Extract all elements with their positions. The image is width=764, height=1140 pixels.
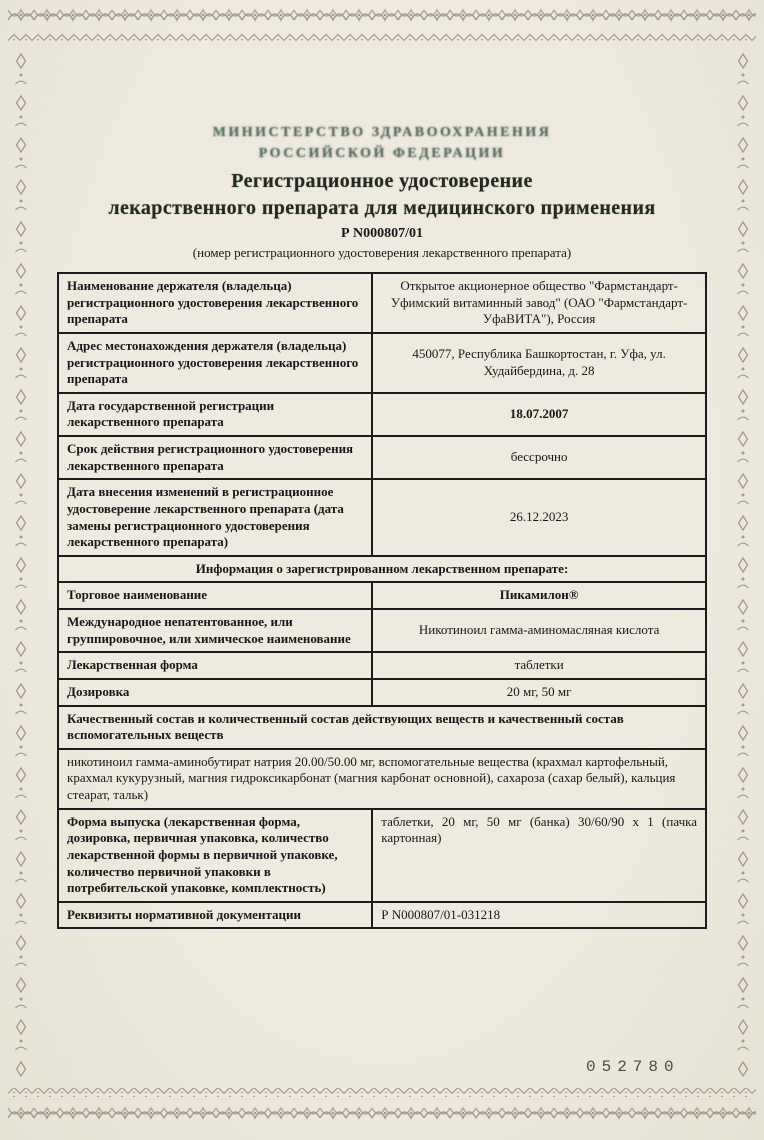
table-row [58,436,706,479]
table-row [58,902,706,929]
field-address-label: Адрес местонахождения держателя (владельца) регистрационного удостоверения лекарственного препарата [58,333,372,393]
table-row [58,609,706,652]
field-amendment-date-value: 26.12.2023 [372,479,706,556]
field-dosage-form-value: таблетки [372,652,706,679]
ministry-line-1: МИНИСТЕРСТВО ЗДРАВООХРАНЕНИЯ [212,125,552,140]
table-row [58,652,706,679]
field-release-form-value: таблетки, 20 мг, 50 мг (банка) 30/60/90 х 1 (пачка картонная) [372,809,706,902]
field-inn-value: Никотиноил гамма-аминомасляная кислота [372,609,706,652]
table-row [58,273,706,333]
table-row [58,582,706,609]
field-dosage-label: Дозировка [58,679,372,706]
field-trade-name-value: Пикамилон® [372,582,706,609]
registration-table [57,272,707,929]
form-serial-number: 052780 [586,1058,680,1076]
field-reg-date-label: Дата государственной регистрации лекарственного препарата [58,393,372,436]
field-validity-value: бессрочно [372,436,706,479]
document-title [0,168,764,222]
registration-number-caption: (номер регистрационного удостоверения лекарственного препарата) [192,245,572,260]
composition-section-header: Качественный состав и количественный состав действующих веществ и качественный состав вспомогательных веществ [58,706,706,749]
field-dosage-value: 20 мг, 50 мг [372,679,706,706]
field-address-value: 450077, Республика Башкортостан, г. Уфа, ул. Худайбердина, д. 28 [372,333,706,393]
ornament-border-bottom [8,1086,756,1134]
registration-number: Р N000807/01 [340,226,424,241]
ministry-header [0,122,764,164]
table-row [58,809,706,902]
ornament-border-top [8,6,756,48]
field-release-form-label: Форма выпуска (лекарственная форма, дозировка, первичная упаковка, количество лекарственной формы в первичной упаковке, количество первичной упаковки в потребительской упаковке, комплектность) [58,809,372,902]
field-holder-value: Открытое акционерное общество "Фармстандарт-Уфимский витаминный завод" (ОАО "Фармстандарт-УфаВИТА"), Россия [372,273,706,333]
table-row [58,749,706,809]
field-reg-date-value: 18.07.2007 [372,393,706,436]
table-row [58,556,706,583]
field-amendment-date-label: Дата внесения изменений в регистрационное удостоверение лекарственного препарата (дата замены регистрационного удостоверения лекарственного препарата) [58,479,372,556]
table-row [58,393,706,436]
table-row [58,333,706,393]
table-row [58,679,706,706]
document-title-line-2: лекарственного препарата для медицинского применения [108,197,656,219]
table-row [58,706,706,749]
field-trade-name-label: Торговое наименование [58,582,372,609]
field-dosage-form-label: Лекарственная форма [58,652,372,679]
field-normative-docs-label: Реквизиты нормативной документации [58,902,372,929]
ministry-line-2: РОССИЙСКОЙ ФЕДЕРАЦИИ [258,146,506,161]
table-row [58,479,706,556]
field-holder-label: Наименование держателя (владельца) регистрационного удостоверения лекарственного препарата [58,273,372,333]
field-validity-label: Срок действия регистрационного удостоверения лекарственного препарата [58,436,372,479]
field-normative-docs-value: Р N000807/01-031218 [372,902,706,929]
document-title-line-1: Регистрационное удостоверение [231,170,533,192]
composition-text: никотиноил гамма-аминобутират натрия 20.00/50.00 мг, вспомогательные вещества (крахмал картофельный, крахмал кукурузный, магния гидроксикарбонат (магния карбонат основной), сахароза (сахар белый), кальция стеарат, тальк) [58,749,706,809]
info-section-header: Информация о зарегистрированном лекарственном препарате: [58,556,706,583]
field-inn-label: Международное непатентованное, или группировочное, или химическое наименование [58,609,372,652]
